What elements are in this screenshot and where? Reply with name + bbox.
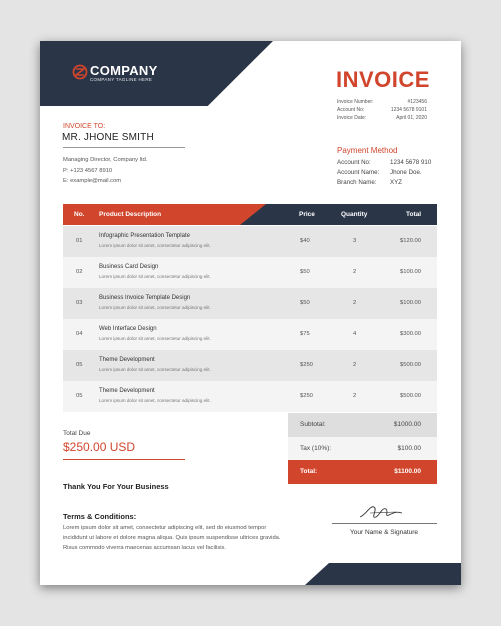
row-subtext: Lorem ipsum dolor sit amet, consectetur adipiscing elit. [99, 305, 211, 310]
tax-label: Tax (10%): [300, 445, 332, 452]
header-no: No. [74, 211, 85, 218]
total-due-label: Total Due [63, 430, 91, 437]
company-tagline: COMPANY TAGLINE HERE [90, 77, 153, 82]
terms-line: Lorem ipsum dolor sit amet, consectetur adipiscing elit, sed do eiusmod tempor [63, 525, 267, 531]
row-subtext: Lorem ipsum dolor sit amet, consectetur adipiscing elit. [99, 336, 211, 341]
terms-line: Risus commodo viverra maecenas accumsan lacus vel facilisis. [63, 545, 227, 551]
payment-label: Account No: [337, 159, 371, 166]
row-price: $75 [300, 331, 310, 337]
client-phone: P: +123 4567 8910 [63, 168, 113, 174]
row-price: $40 [300, 238, 310, 244]
row-total: $300.00 [400, 331, 421, 337]
subtotal-label: Subtotal: [300, 421, 326, 428]
row-qty: 2 [353, 269, 357, 275]
payment-account-no: 1234 5678 910 [390, 159, 432, 166]
invoice-date: April 01, 2020 [396, 115, 427, 121]
row-qty: 2 [353, 300, 357, 306]
row-no: 04 [76, 331, 83, 337]
client-name: MR. JHONE SMITH [62, 132, 154, 143]
row-no: 05 [76, 393, 83, 399]
header-total: Total [406, 211, 422, 218]
row-no: 05 [76, 362, 83, 368]
row-total: $500.00 [400, 393, 421, 399]
terms-heading: Terms & Conditions: [63, 512, 137, 521]
payment-branch-name: XYZ [390, 179, 403, 186]
signature-scribble-icon [356, 499, 408, 523]
table-header-accent [63, 204, 269, 225]
row-price: $50 [300, 269, 310, 275]
row-subtext: Lorem ipsum dolor sit amet, consectetur adipiscing elit. [99, 243, 211, 248]
invoice-to-heading: INVOICE TO: [63, 123, 106, 130]
row-price: $250 [300, 362, 313, 368]
row-qty: 2 [353, 393, 357, 399]
company-name: COMPANY [90, 63, 158, 78]
client-email: E: example@mail.com [63, 178, 122, 184]
table-row [63, 381, 437, 412]
row-no: 01 [76, 238, 83, 244]
row-qty: 4 [353, 331, 357, 337]
invoice-number: #123456 [407, 99, 427, 105]
row-subtext: Lorem ipsum dolor sit amet, consectetur adipiscing elit. [99, 398, 211, 403]
divider [63, 147, 185, 148]
payment-heading: Payment Method [337, 146, 398, 155]
header-quantity: Quantity [341, 211, 368, 218]
meta-label: Invoice Date: [337, 115, 367, 121]
terms-line: incididunt ut labore et dolore magna aliqua. Quis ipsum suspendisse ultrices gravida. [63, 535, 281, 541]
row-title: Theme Development [99, 357, 155, 363]
row-price: $50 [300, 300, 310, 306]
total-value: $1100.00 [394, 468, 421, 475]
row-title: Web Interface Design [99, 326, 157, 332]
row-qty: 3 [353, 238, 357, 244]
row-total: $500.00 [400, 362, 421, 368]
row-no: 02 [76, 269, 83, 275]
payment-account-name: Jhone Doe. [390, 169, 422, 176]
meta-label: Invoice Number: [337, 99, 374, 105]
row-qty: 2 [353, 362, 357, 368]
invoice-page [40, 41, 461, 585]
row-title: Theme Development [99, 388, 155, 394]
payment-label: Account Name: [337, 169, 380, 176]
tax-value: $100.00 [397, 445, 421, 452]
row-title: Infographic Presentation Template [99, 233, 190, 239]
subtotal-row [288, 413, 437, 437]
row-subtext: Lorem ipsum dolor sit amet, consectetur adipiscing elit. [99, 367, 211, 372]
table-row [63, 257, 437, 288]
footer-band [305, 563, 461, 585]
tax-row [288, 437, 437, 461]
total-row [288, 460, 437, 484]
company-logo-icon [72, 64, 90, 80]
total-label: Total: [300, 468, 318, 475]
invoice-title: INVOICE [336, 67, 430, 92]
subtotal-value: $1000.00 [393, 421, 421, 428]
total-due-amount: $250.00 USD [63, 440, 136, 454]
table-row [63, 226, 437, 257]
row-no: 03 [76, 300, 83, 306]
thank-you-text: Thank You For Your Business [63, 482, 169, 491]
table-row [63, 319, 437, 350]
table-row [63, 288, 437, 319]
row-total: $100.00 [400, 300, 421, 306]
row-total: $120.00 [400, 238, 421, 244]
signature-label: Your Name & Signature [350, 529, 419, 536]
header-description: Product Description [99, 211, 162, 218]
signature-line [332, 523, 437, 524]
row-price: $250 [300, 393, 313, 399]
table-row [63, 350, 437, 381]
account-number: 1234 5678 9101 [390, 107, 427, 113]
row-total: $100.00 [400, 269, 421, 275]
total-due-underline [63, 459, 185, 460]
client-title: Managing Director, Company ltd. [63, 157, 148, 163]
payment-label: Branch Name: [337, 179, 377, 186]
meta-label: Account No: [337, 107, 365, 113]
row-title: Business Card Design [99, 264, 159, 270]
row-subtext: Lorem ipsum dolor sit amet, consectetur adipiscing elit. [99, 274, 211, 279]
row-title: Business Invoice Template Design [99, 295, 191, 301]
header-price: Price [299, 211, 315, 218]
